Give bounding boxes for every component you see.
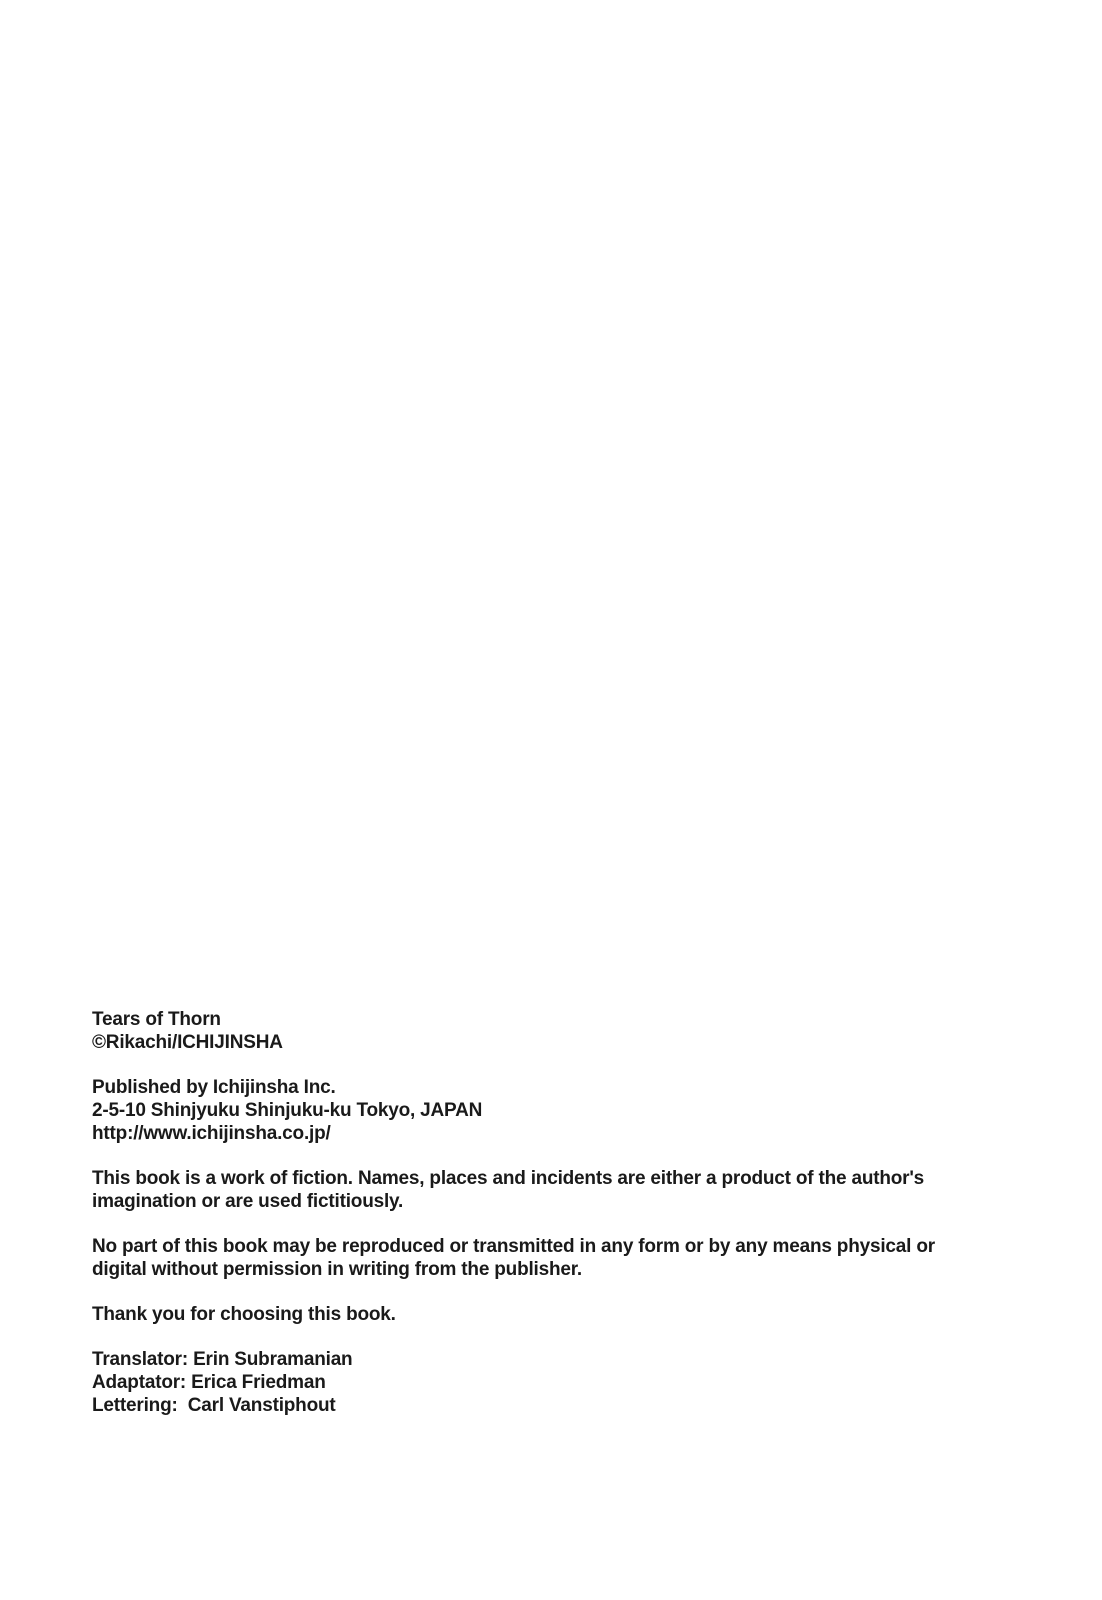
adaptator-credit: Adaptator: Erica Friedman [92,1372,326,1393]
copyright-line: ©Rikachi/ICHIJINSHA [92,1032,283,1053]
fiction-notice: This book is a work of fiction. Names, places and incidents are either a product of the author's imagination or are used fictitiously. [92,1168,925,1212]
translator-credit: Translator: Erin Subramanian [92,1349,353,1370]
staff-section [92,1348,992,1417]
book-title: Tears of Thorn [92,1009,221,1030]
reproduction-notice-section [92,1235,992,1281]
reproduction-notice: No part of this book may be reproduced or transmitted in any form or by any means physical or digital without permission in writing from the publisher. [92,1236,935,1280]
publisher-name: Published by Ichijinsha Inc. [92,1077,336,1098]
thanks-line: Thank you for choosing this book. [92,1304,396,1325]
thanks-section [92,1303,992,1326]
credits-block [92,1008,992,1439]
fiction-notice-section [92,1167,992,1213]
publisher-section [92,1076,992,1145]
publisher-address: 2-5-10 Shinjyuku Shinjuku-ku Tokyo, JAPAN [92,1100,483,1121]
publisher-url: http://www.ichijinsha.co.jp/ [92,1123,331,1144]
copyright-section [92,1008,992,1054]
lettering-credit: Lettering: Carl Vanstiphout [92,1395,336,1416]
